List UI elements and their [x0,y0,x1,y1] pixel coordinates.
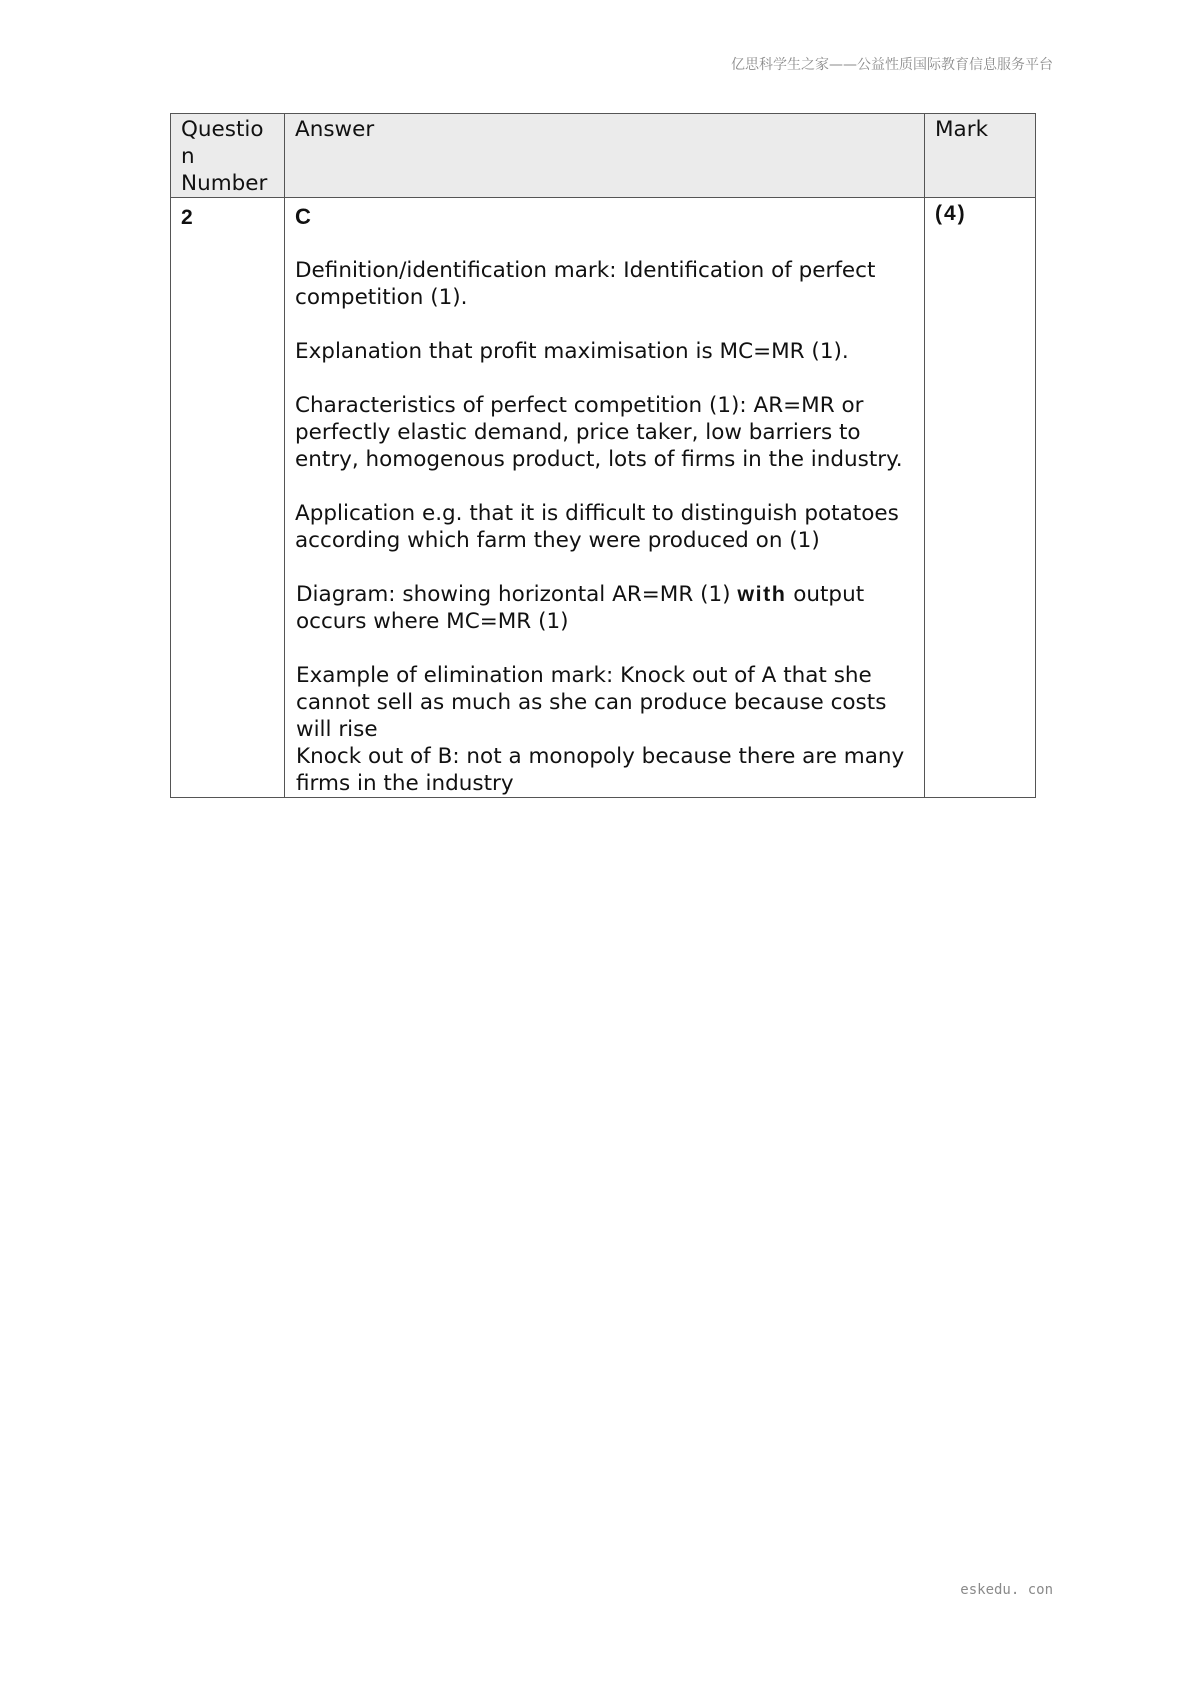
table-header-row [171,114,1036,198]
mark-cell [925,198,1036,798]
answer-cell [285,198,925,798]
diagram-mark-text [295,581,914,635]
application-mark-text: Application e.g. that it is difficult to distinguish potatoes according which farm they were produced on (1) [295,501,899,553]
elimination-mark-a-text: Example of elimination mark: Knock out of A that she cannot sell as much as she can produce because costs will rise [296,663,887,742]
table-row [171,198,1036,798]
column-header-answer [285,114,925,198]
question-number-cell [171,198,285,798]
characteristics-mark-text: Characteristics of perfect competition (1): AR=MR or perfectly elastic demand, price taker, low barriers to entry, homogenous product, lots of firms in the industry. [295,393,903,472]
diagram-mark-text-end: output occurs where MC=MR (1) [296,582,865,634]
question-number-heading: Questio n Number [181,117,268,196]
elimination-mark-b-text: Knock out of B: not a monopoly because there are many firms in the industry [296,744,905,796]
answer-key: C [295,204,311,229]
answer-heading: Answer [295,117,375,142]
column-header-question-number [171,114,285,198]
column-header-mark [925,114,1036,198]
diagram-mark-text-start: Diagram: showing horizontal AR=MR (1) [296,582,738,607]
footer-site: eskedu. con [960,1582,1053,1598]
question-number: 2 [181,206,193,229]
header-watermark: 亿思科学生之家——公益性质国际教育信息服务平台 [731,57,1053,73]
mark-heading: Mark [935,117,989,142]
diagram-mark-emphasis: with [737,582,787,606]
mark-scheme-table [170,113,1036,798]
explanation-mark-text: Explanation that profit maximisation is MC=MR (1). [295,339,849,364]
mark-value: (4) [935,202,967,225]
definition-mark-text: Definition/identification mark: Identification of perfect competition (1). [295,258,876,310]
